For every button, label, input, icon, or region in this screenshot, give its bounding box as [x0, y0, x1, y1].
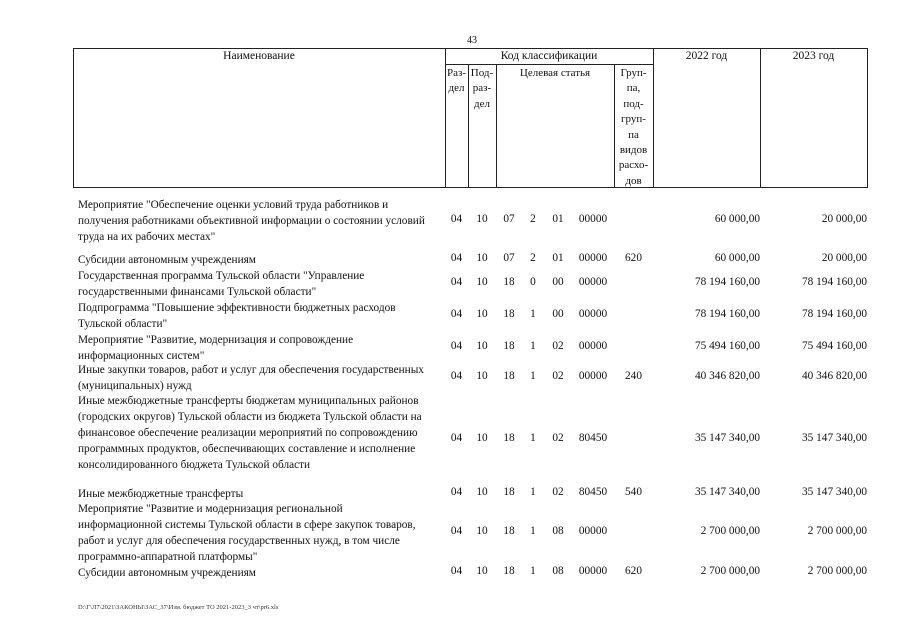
table-row	[0, 268, 905, 300]
header-2023: 2023 год	[792, 50, 835, 62]
header-vid: Груп- па, под- груп- па видов расхо- дов	[618, 67, 649, 187]
row-podrazdel: 10	[476, 370, 488, 382]
row-amount-2022: 40 346 820,00	[695, 370, 760, 382]
row-amount-2023: 75 494 160,00	[802, 340, 867, 352]
row-name: Субсидии автономным учреждениям	[78, 254, 256, 266]
row-razdel: 04	[450, 213, 463, 225]
row-target-program: 18	[503, 340, 515, 352]
row-podrazdel: 10	[476, 432, 488, 444]
row-name: Мероприятие "Развитие, модернизация и сопровождение информационных систем"	[78, 334, 354, 362]
row-target-direction: 00000	[578, 340, 608, 352]
row-podrazdel: 10	[476, 565, 488, 577]
row-podrazdel: 10	[476, 213, 488, 225]
row-target-program: 18	[503, 486, 515, 498]
table-row	[0, 252, 905, 268]
row-razdel: 04	[450, 432, 463, 444]
row-target-subprogram: 2	[530, 213, 536, 225]
table-row	[0, 486, 905, 502]
row-target-direction: 00000	[578, 370, 608, 382]
header-podrazdel: Под- раз- дел	[470, 67, 494, 110]
row-target-event: 00	[552, 276, 564, 288]
row-name: Иные межбюджетные трансферты	[78, 488, 244, 500]
row-name: Иные закупки товаров, работ и услуг для обеспечения государственных (муниципальных) нужд	[78, 364, 424, 392]
row-amount-2022: 35 147 340,00	[695, 486, 760, 498]
table-row	[0, 332, 905, 364]
row-amount-2023: 2 700 000,00	[807, 525, 867, 537]
row-target-event: 01	[552, 252, 564, 264]
row-razdel: 04	[450, 252, 463, 264]
row-razdel: 04	[450, 308, 463, 320]
table-row	[0, 393, 905, 489]
row-podrazdel: 10	[476, 252, 488, 264]
row-target-event: 00	[552, 308, 564, 320]
row-podrazdel: 10	[476, 276, 488, 288]
row-amount-2022: 35 147 340,00	[695, 432, 760, 444]
row-target-program: 18	[503, 370, 515, 382]
row-name: Мероприятие "Обеспечение оценки условий труда работников и получения работниками объективной информации о состоянии условий труда на их рабочих местах"	[78, 199, 425, 243]
row-target-program: 18	[503, 565, 515, 577]
row-target-event: 08	[552, 565, 564, 577]
row-target-subprogram: 2	[530, 252, 536, 264]
row-target-subprogram: 1	[530, 432, 536, 444]
row-target-direction: 00000	[578, 276, 608, 288]
row-name: Государственная программа Тульской области "Управление государственными финансами Тульской области"	[78, 270, 365, 298]
header-razdel: Раз- дел	[446, 67, 466, 95]
row-target-subprogram: 1	[530, 340, 536, 352]
row-name: Мероприятие "Развитие и модернизация региональной информационной системы Тульской области в сфере закупок товаров, работ и услуг для обеспечения государственных нужд, в том числе программно-аппаратной платформы"	[78, 503, 416, 563]
row-amount-2022: 2 700 000,00	[700, 565, 760, 577]
row-target-direction: 00000	[578, 308, 608, 320]
row-podrazdel: 10	[476, 525, 488, 537]
row-razdel: 04	[450, 565, 463, 577]
row-amount-2023: 35 147 340,00	[802, 486, 867, 498]
table-row	[0, 362, 905, 394]
row-vid: 620	[625, 252, 642, 264]
row-target-direction: 80450	[578, 432, 608, 444]
row-razdel: 04	[450, 276, 463, 288]
row-razdel: 04	[450, 525, 463, 537]
row-amount-2023: 35 147 340,00	[802, 432, 867, 444]
row-podrazdel: 10	[476, 486, 488, 498]
row-target-program: 07	[503, 252, 515, 264]
table-row	[0, 300, 905, 332]
row-target-event: 08	[552, 525, 564, 537]
row-target-subprogram: 1	[530, 486, 536, 498]
row-target-event: 02	[552, 370, 564, 382]
row-razdel: 04	[450, 370, 463, 382]
header-code-group: Код классификации	[500, 50, 598, 62]
row-amount-2022: 75 494 160,00	[695, 340, 760, 352]
row-podrazdel: 10	[476, 340, 488, 352]
row-target-program: 18	[503, 525, 515, 537]
row-amount-2023: 20 000,00	[821, 252, 867, 264]
row-target-event: 02	[552, 340, 564, 352]
row-target-direction: 00000	[578, 252, 608, 264]
row-target-direction: 00000	[578, 525, 608, 537]
header-target: Целевая статья	[519, 67, 591, 79]
row-name: Подпрограмма "Повышение эффективности бюджетных расходов Тульской области"	[78, 302, 396, 330]
header-2022: 2022 год	[685, 50, 728, 62]
row-amount-2022: 78 194 160,00	[695, 276, 760, 288]
row-target-event: 01	[552, 213, 564, 225]
row-amount-2023: 2 700 000,00	[807, 565, 867, 577]
row-amount-2023: 20 000,00	[821, 213, 867, 225]
row-amount-2023: 40 346 820,00	[802, 370, 867, 382]
row-target-subprogram: 1	[530, 525, 536, 537]
row-vid: 240	[625, 370, 642, 382]
table-row	[0, 565, 905, 581]
row-amount-2023: 78 194 160,00	[802, 308, 867, 320]
row-amount-2022: 60 000,00	[714, 213, 760, 225]
row-razdel: 04	[450, 340, 463, 352]
row-target-event: 02	[552, 432, 564, 444]
row-amount-2022: 2 700 000,00	[700, 525, 760, 537]
row-target-program: 18	[503, 432, 515, 444]
row-target-subprogram: 1	[530, 308, 536, 320]
row-target-subprogram: 0	[530, 276, 536, 288]
row-amount-2022: 78 194 160,00	[695, 308, 760, 320]
row-amount-2023: 78 194 160,00	[802, 276, 867, 288]
row-target-direction: 00000	[578, 213, 608, 225]
row-target-subprogram: 1	[530, 565, 536, 577]
row-target-direction: 00000	[578, 565, 608, 577]
row-target-event: 02	[552, 486, 564, 498]
table-row	[0, 501, 905, 565]
row-target-program: 18	[503, 276, 515, 288]
row-razdel: 04	[450, 486, 463, 498]
row-name: Иные межбюджетные трансферты бюджетам муниципальных районов (городских округов) Тульской области из бюджета Тульской области на финансовое обеспечение реализации мероприятий по сопровождению программных продуктов, обеспечивающих составление и исполнение консолидированного бюджета Тульской области	[78, 395, 422, 471]
row-target-direction: 80450	[578, 486, 608, 498]
row-vid: 540	[625, 486, 642, 498]
table-row	[0, 197, 905, 245]
row-podrazdel: 10	[476, 308, 488, 320]
row-target-program: 18	[503, 308, 515, 320]
page-number: 43	[467, 35, 477, 46]
header-name: Наименование	[223, 50, 295, 62]
row-name: Субсидии автономным учреждениям	[78, 567, 256, 579]
file-path-footer: D:\Г\Л7\2021\ЗАКОНЫ\ЗАС_37\Изм. бюджет ТО 2021-2023_3 чт\pr6.xls	[78, 604, 279, 611]
row-amount-2022: 60 000,00	[714, 252, 760, 264]
row-vid: 620	[625, 565, 642, 577]
row-target-program: 07	[503, 213, 515, 225]
row-target-subprogram: 1	[530, 370, 536, 382]
